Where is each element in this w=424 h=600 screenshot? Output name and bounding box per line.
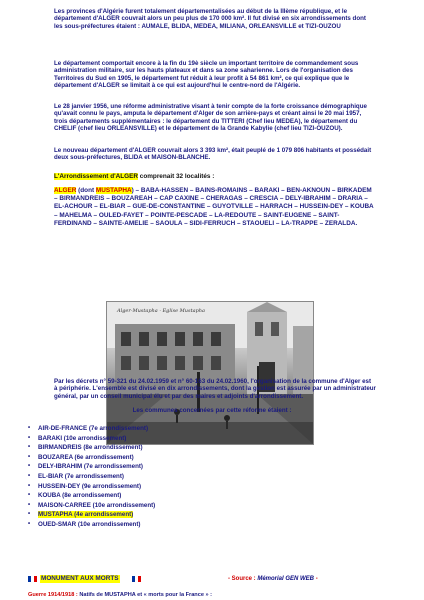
bullet-icon: • <box>28 501 31 508</box>
paragraph-territory <box>54 60 376 90</box>
arrondissement-heading <box>54 173 214 180</box>
locality-mustapha: MUSTAPHA <box>95 187 132 194</box>
commune-label: AIR-DE-FRANCE (7e arrondissement) <box>38 425 149 432</box>
commune-label: BARAKI (10e arrondissement) <box>38 434 127 442</box>
source-prefix: - Source : <box>228 576 258 582</box>
commune-label: EL-BIAR (7e arrondissement) <box>38 472 124 480</box>
footer-war-text: Natifs de MUSTAPHA et « morts pour la France » : <box>79 592 213 598</box>
paragraph-departments <box>54 8 376 30</box>
bullet-icon: • <box>28 472 31 479</box>
street-photo-illustration <box>107 302 313 444</box>
communes-list <box>28 424 155 530</box>
paragraph-new-department <box>54 147 376 162</box>
localities-list <box>54 187 376 228</box>
locality-rest: ) – BABA-HASSEN – BAINS-ROMAINS – BARAKI – BEN-AKNOUN – BIRKADEM – BIRMANDREIS – BOUZAREAH – CAP CAXINE – CHERAGAS – CRESCIA – DELY-IBRAHIM – DRARIA – EL-ACHOUR – EL-BIAR – GUE-DE-CONSTANTINE – GUYOTVILLE – HARRACH – HUSSEIN-DEY – KOUBA – MAHELMA – OULED-FAYET – POINTE-PESCADE – LA-REDOUTE – SAINT-EUGENE – SAINT-FERDINAND – SAINTE-AMELIE – SAOULA – SIDI-FERRUCH – STAOUELI – LA-TRAPPE – ZERALDA. <box>54 187 374 227</box>
footer-war-label: Guerre 1914/1918 : <box>28 592 80 598</box>
list-item <box>28 453 155 463</box>
bullet-icon: • <box>28 425 31 431</box>
commune-label: BIRMANDREIS (8e arrondissement) <box>38 444 143 452</box>
arrondissement-suffix: comprenait 32 localités : <box>138 173 215 180</box>
paragraph-text: Le 28 janvier 1956, une réforme administrative visant à tenir compte de la forte croissance démographique qu'avait connu le pays, amputa le département d'Alger de son arrière-pays et créant ainsi le 20 mai 1957, trois départements supplémentaires : le département du TITTERI (Chef lieu MEDEA), le département du CHELIF (chef lieu ORLEANSVILLE) et le département de la Grande Kabylie (chef lieu TIZI-OUZOU). <box>54 103 367 133</box>
commune-label: DELY-IBRAHIM (7e arrondissement) <box>38 463 143 471</box>
paragraph-text: Les provinces d'Algérie furent totalement départementalisées au début de la IIIème république, et le département d'ALGER couvrait alors un peu plus de 170 000 km². Il fut divisé en six arrondissements dont les sous-préfectures étaient : AUMALE, BLIDA, MEDEA, MILIANA, ORLEANSVILLE et TIZI-OUZOU <box>54 8 366 30</box>
source-suffix: - <box>314 576 318 582</box>
commune-label: KOUBA (8e arrondissement) <box>38 492 122 500</box>
locality-dont: (dont <box>76 187 96 194</box>
paragraph-decrees <box>54 378 376 400</box>
list-item <box>28 491 155 501</box>
monument-label: MONUMENT AUX MORTS <box>41 575 119 582</box>
bullet-icon: • <box>28 520 31 527</box>
list-item <box>28 434 155 444</box>
bullet-icon: • <box>28 482 31 489</box>
french-flag-icon <box>28 576 37 582</box>
bullet-icon: • <box>28 453 31 460</box>
paragraph-reform <box>54 103 376 133</box>
commune-label: BOUZAREA (6e arrondissement) <box>38 453 134 461</box>
paragraph-text: Le nouveau département d'ALGER couvrait alors 3 393 km², était peuplé de 1 079 806 habitants et possédait deux sous-préfectures, BLIDA et MAISON-BLANCHE. <box>54 147 372 162</box>
footer-war-note <box>28 592 398 599</box>
arrondissement-label: L'Arrondissement d'ALGER <box>54 173 138 180</box>
list-item <box>28 443 155 453</box>
locality-alger: ALGER <box>54 187 77 194</box>
commune-label: OUED-SMAR (10e arrondissement) <box>38 520 141 528</box>
list-item <box>28 424 155 434</box>
list-item <box>28 482 155 492</box>
commune-label-highlighted: MUSTAPHA (4e arrondissement) <box>38 511 134 519</box>
communes-title: Les communes concernées par cette réforme étaient : <box>132 407 292 414</box>
list-item <box>28 501 155 511</box>
list-item <box>28 510 155 520</box>
source-link[interactable]: Mémorial GEN WEB <box>257 576 315 582</box>
paragraph-text: Par les décrets n° 59-321 du 24.02.1959 et n° 60-163 du 24.02.1960, l'organisation de la commune d'Alger est à périphérie. L'ensemble est divisé en dix arrondissements, dont la gestion est assurée par un administrateur général, par un conseil municipal élu et par des maires et adjoints d'arrondissement. <box>54 378 376 400</box>
bullet-icon: • <box>28 444 31 451</box>
commune-label: MAISON-CARREE (10e arrondissement) <box>38 501 156 509</box>
list-item <box>28 472 155 482</box>
list-item <box>28 520 155 530</box>
bullet-icon: • <box>28 434 31 441</box>
list-item <box>28 462 155 472</box>
photo-caption: Alger-Mustapha · Eglise Mustapha <box>117 308 205 314</box>
commune-label: HUSSEIN-DEY (9e arrondissement) <box>38 482 142 490</box>
bullet-icon: • <box>28 511 31 518</box>
paragraph-text: Le département comportait encore à la fin du 19è siècle un important territoire de commandement sous administration militaire, sur les hauts plateaux et dans sa zone saharienne. Lors de l'organisation des Territoires du Sud en 1905, le département fut réduit à leur profit à 54 861 km², ce qui explique que le département d'ALGER se limitait à ce qui est aujourd'hui le centre-nord de l'Algérie. <box>54 60 359 90</box>
monument-bar <box>28 575 398 587</box>
source-note <box>228 575 318 583</box>
bullet-icon: • <box>28 463 31 470</box>
french-flag-icon <box>132 576 141 582</box>
bullet-icon: • <box>28 492 31 499</box>
